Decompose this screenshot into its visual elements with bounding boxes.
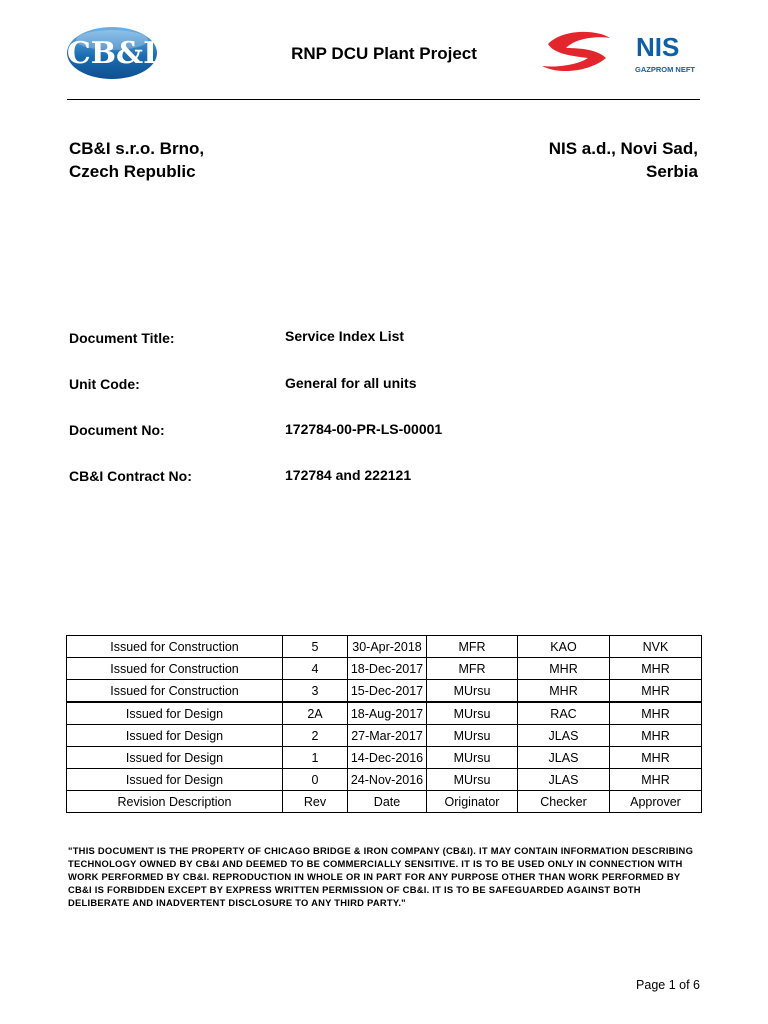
document-no-value: 172784-00-PR-LS-00001 [285, 421, 443, 437]
cell-date: 30-Apr-2018 [348, 636, 427, 658]
cell-approver: NVK [610, 636, 702, 658]
cell-description: Issued for Design [67, 769, 283, 791]
cell-rev: 4 [283, 658, 348, 680]
cell-originator: MFR [427, 636, 518, 658]
table-row [67, 680, 702, 703]
cell-checker: RAC [518, 702, 610, 725]
table-row [67, 636, 702, 658]
cell-approver: MHR [610, 680, 702, 703]
unit-code-value: General for all units [285, 375, 417, 391]
cell-approver: MHR [610, 725, 702, 747]
cell-date: 15-Dec-2017 [348, 680, 427, 703]
cell-checker: Checker [518, 791, 610, 813]
cell-originator: MUrsu [427, 702, 518, 725]
project-title: RNP DCU Plant Project [291, 44, 477, 63]
cell-checker: JLAS [518, 769, 610, 791]
cell-originator: Originator [427, 791, 518, 813]
cell-originator: MFR [427, 658, 518, 680]
contract-no-value: 172784 and 222121 [285, 467, 412, 483]
document-title-label: Document Title: [69, 330, 175, 346]
table-row [67, 747, 702, 769]
cell-checker: KAO [518, 636, 610, 658]
contract-no-label: CB&I Contract No: [69, 468, 192, 484]
contractor-line1: CB&I s.r.o. Brno, [69, 139, 205, 158]
cell-originator: MUrsu [427, 725, 518, 747]
cell-originator: MUrsu [427, 680, 518, 703]
cell-date: 24-Nov-2016 [348, 769, 427, 791]
client-address [549, 137, 698, 183]
cell-rev: 2A [283, 702, 348, 725]
cell-rev: 2 [283, 725, 348, 747]
table-row [67, 769, 702, 791]
table-header-row [67, 791, 702, 813]
cbi-logo-text: CB&I [66, 36, 158, 71]
table-row [67, 725, 702, 747]
client-line2: Serbia [646, 162, 698, 181]
cell-date: Date [348, 791, 427, 813]
cell-approver: MHR [610, 747, 702, 769]
contractor-address [69, 137, 204, 183]
table-row [67, 702, 702, 725]
cell-description: Issued for Construction [67, 658, 283, 680]
nis-logo-subtext: GAZPROM NEFT [635, 65, 695, 74]
cell-date: 14-Dec-2016 [348, 747, 427, 769]
nis-logo [536, 26, 704, 80]
cell-description: Issued for Design [67, 702, 283, 725]
document-no-label: Document No: [69, 422, 165, 438]
cell-description: Issued for Construction [67, 680, 283, 703]
revision-table [66, 635, 702, 813]
cell-approver: Approver [610, 791, 702, 813]
cell-date: 18-Dec-2017 [348, 658, 427, 680]
cbi-logo [66, 26, 158, 80]
client-line1: NIS a.d., Novi Sad, [548, 139, 698, 158]
cell-rev: 5 [283, 636, 348, 658]
cell-description: Issued for Design [67, 725, 283, 747]
cell-approver: MHR [610, 702, 702, 725]
cell-rev: 3 [283, 680, 348, 703]
cell-rev: Rev [283, 791, 348, 813]
document-title-value: Service Index List [285, 328, 405, 344]
table-row [67, 658, 702, 680]
cell-rev: 1 [283, 747, 348, 769]
unit-code-label: Unit Code: [69, 376, 140, 392]
cell-approver: MHR [610, 658, 702, 680]
cell-checker: JLAS [518, 747, 610, 769]
page-number: Page 1 of 6 [636, 978, 700, 992]
cell-approver: MHR [610, 769, 702, 791]
contractor-line2: Czech Republic [69, 162, 196, 181]
cell-description: Revision Description [67, 791, 283, 813]
cell-rev: 0 [283, 769, 348, 791]
cell-description: Issued for Design [67, 747, 283, 769]
cell-checker: MHR [518, 680, 610, 703]
nis-logo-text: NIS [636, 32, 680, 62]
cell-date: 18-Aug-2017 [348, 702, 427, 725]
cell-originator: MUrsu [427, 769, 518, 791]
cell-description: Issued for Construction [67, 636, 283, 658]
cell-originator: MUrsu [427, 747, 518, 769]
header-divider [67, 99, 700, 100]
confidentiality-disclaimer: "THIS DOCUMENT IS THE PROPERTY OF CHICAGO BRIDGE & IRON COMPANY (CB&I). IT MAY CONTAIN INFORMATION DESCRIBING TECHNOLOGY OWNED BY CB&I AND DEEMED TO BE COMMERCIALLY SENSITIVE. IT IS TO BE USED ONLY IN CONNECTION WITH WORK PERFORMED BY CB&I. REPRODUCTION IN WHOLE OR IN PART FOR ANY PURPOSE OTHER THAN WORK PERFORMED BY CB&I IS FORBIDDEN EXCEPT BY EXPRESS WRITTEN PERMISSION OF CB&I. IT IS TO BE SAFEGUARDED AGAINST BOTH DELIBERATE AND INADVERTENT DISCLOSURE TO ANY THIRD PARTY." [68, 845, 694, 908]
cell-checker: MHR [518, 658, 610, 680]
cell-checker: JLAS [518, 725, 610, 747]
cell-date: 27-Mar-2017 [348, 725, 427, 747]
